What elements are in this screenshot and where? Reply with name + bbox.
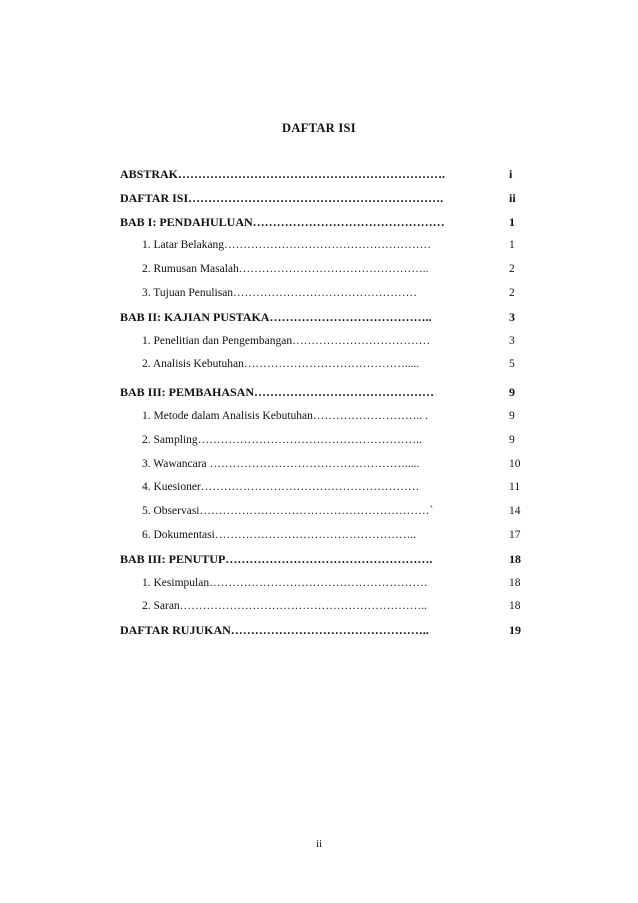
toc-subsection-row — [120, 258, 520, 282]
toc-page-number: 3 — [509, 334, 515, 347]
toc-subsection-row — [120, 234, 520, 258]
toc-entry-text: 2. Saran……………………………………………………….. — [142, 600, 427, 613]
toc-subsection-row — [120, 453, 520, 477]
toc-chapter-row — [120, 548, 520, 572]
toc-chapter-row — [120, 163, 520, 187]
toc-page-number: 9 — [509, 385, 515, 400]
toc-page-number: 11 — [509, 481, 521, 494]
toc-entry-text: 6. Dokumentasi…………………………………………….. — [142, 528, 417, 541]
toc-page-number: 1 — [509, 239, 515, 252]
toc-entry-text: 2. Analisis Kebutuhan……………………………………..... — [142, 358, 420, 371]
toc-page-number: 18 — [509, 551, 521, 566]
toc-page-number: 9 — [509, 409, 515, 422]
toc-page-number: 19 — [509, 623, 521, 638]
toc-entry-text: 1. Penelitian dan Pengembangan……………………………… — [142, 334, 431, 347]
toc-subsection-row — [120, 595, 520, 619]
toc-page-number: 18 — [509, 576, 521, 589]
toc-subsection-row — [120, 353, 520, 377]
toc-page-number: 18 — [509, 600, 521, 613]
toc-page-number: 9 — [509, 433, 515, 446]
toc-chapter-row — [120, 306, 520, 330]
toc-page-number: 10 — [509, 457, 521, 470]
toc-entry-text: 2. Rumusan Masalah………………………………………….. — [142, 263, 429, 276]
toc-entry-text: DAFTAR ISI………………………………………………………. — [120, 190, 444, 205]
toc-entry-text: BAB I: PENDAHULUAN………………………………………… — [120, 214, 445, 229]
toc-entry-text: 1. Kesimpulan………………………………………………… — [142, 576, 428, 589]
toc-subsection-row — [120, 330, 520, 354]
toc-page-number: 5 — [509, 358, 515, 371]
toc-page-number: 3 — [509, 309, 515, 324]
toc-subsection-row — [120, 282, 520, 306]
toc-entry-text: 2. Sampling………………………………………………….. — [142, 433, 422, 446]
toc-page-number: 2 — [509, 263, 515, 276]
toc-subsection-row — [120, 429, 520, 453]
toc-entry-text: 1. Latar Belakang……………………………………………… — [142, 239, 432, 252]
toc-entry-text: BAB II: KAJIAN PUSTAKA………………………………….. — [120, 309, 432, 324]
toc-page-number: 1 — [509, 214, 515, 229]
toc-chapter-row — [120, 211, 520, 235]
toc-chapter-row — [120, 381, 520, 405]
toc-subsection-row — [120, 476, 520, 500]
toc-chapter-row — [120, 187, 520, 211]
toc-entry-text: 3. Tujuan Penulisan………………………………………… — [142, 286, 418, 299]
toc-page-number: i — [509, 167, 513, 181]
toc-page-number: 2 — [509, 286, 515, 299]
toc-entry-text: ABSTRAK…………………………………………………………. — [120, 167, 446, 181]
page-title: DAFTAR ISI — [282, 121, 356, 135]
toc-entry-text: 5. Observasi……………………………………………………` — [142, 505, 434, 518]
toc-entry-text: DAFTAR RUJUKAN………………………………………….. — [120, 623, 429, 638]
toc-entry-text: 3. Wawancara ……………………………………………..... — [142, 457, 420, 470]
toc-page-number: 17 — [509, 528, 521, 541]
toc-entry-text: BAB III: PENUTUP……………………………………………. — [120, 551, 433, 566]
toc-entry-text: BAB III: PEMBAHASAN……………………………………… — [120, 385, 435, 400]
toc-subsection-row — [120, 500, 520, 524]
toc-subsection-row — [120, 524, 520, 548]
toc-entry-text: 4. Kuesioner………………………………………………… — [142, 481, 420, 494]
page-number-footer: ii — [315, 838, 323, 850]
toc-page-number: ii — [509, 190, 516, 205]
toc-subsection-row — [120, 572, 520, 596]
toc-entry-text: 1. Metode dalam Analisis Kebutuhan……………………….. . — [142, 409, 428, 422]
toc-chapter-row — [120, 619, 520, 643]
toc-subsection-row — [120, 405, 520, 429]
toc-page-number: 14 — [509, 505, 521, 518]
table-of-contents — [120, 163, 520, 643]
